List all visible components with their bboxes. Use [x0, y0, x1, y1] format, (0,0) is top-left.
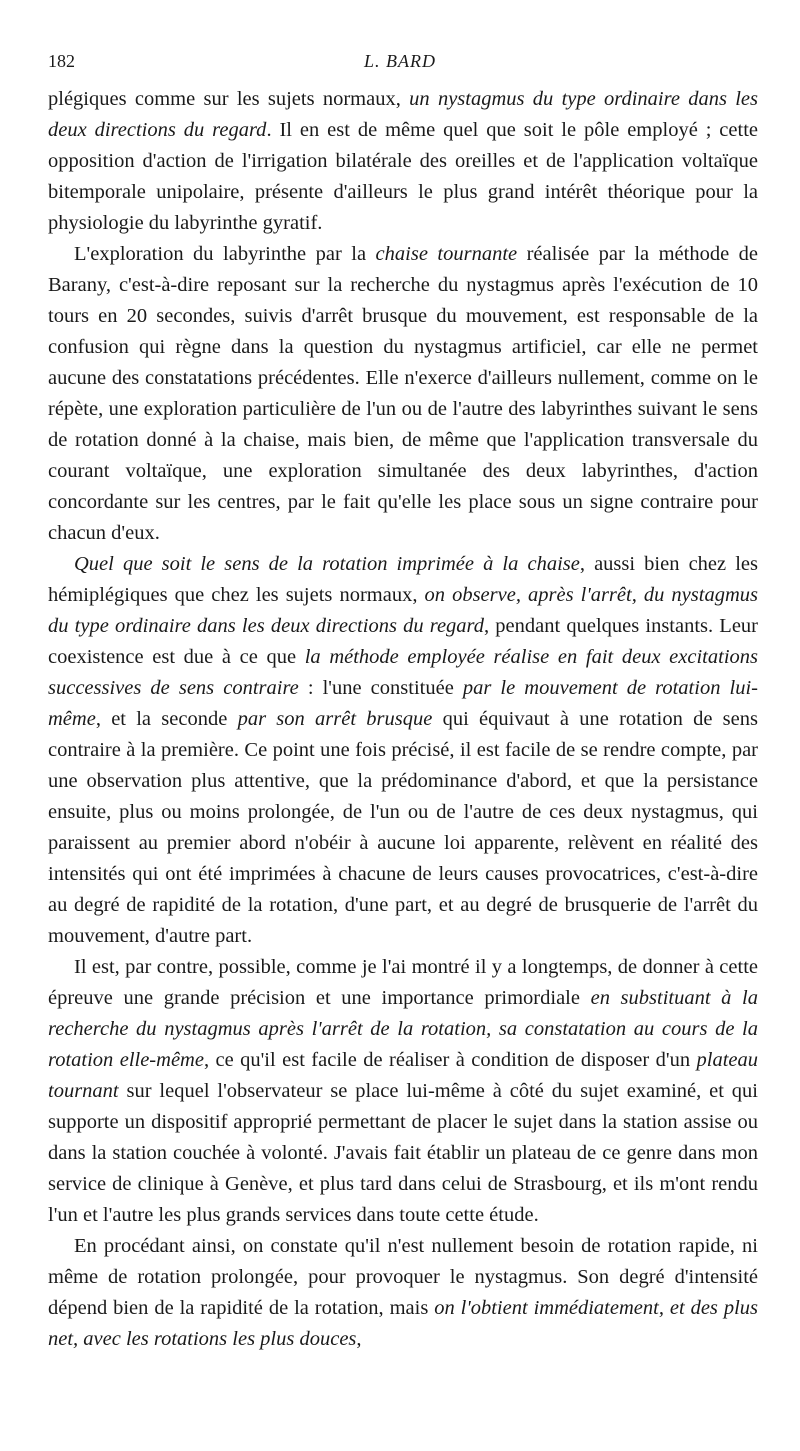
page-header	[48, 48, 752, 74]
italic-text-run: par son arrêt brusque	[237, 708, 433, 730]
text-run: , pendant quelques instants. Leur coexistence est due à ce que	[48, 615, 759, 668]
running-head: L. BARD	[364, 51, 436, 71]
text-run: , ce qu'il est facile de réaliser à condition de disposer d'un	[203, 1049, 697, 1071]
text-run: , aussi bien chez les hémiplégiques que chez les sujets normaux,	[48, 553, 758, 606]
text-run: L'exploration du labyrinthe par la	[74, 243, 376, 265]
italic-text-run: on l'obtient immédiatement, et des plus net, avec les rotations les plus douces	[48, 1297, 758, 1350]
italic-text-run: par le mouvement de rotation lui-même	[48, 677, 758, 730]
text-run: . Il en est de même quel que soit le pôle employé ; cette opposition d'action de l'irrigation bilatérale des oreilles et de l'application voltaïque bitemporale unipolaire, présente d'ailleurs le plus grand intérêt théorique pour la physiologie du labyrinthe gyratif.	[48, 119, 758, 234]
italic-text-run: un nystagmus du type ordinaire dans les deux directions du regard	[48, 88, 758, 141]
text-run: sur lequel l'observateur se place lui-même à côté du sujet examiné, et qui supporte un dispositif approprié permettant de placer le sujet dans la station assise ou dans la station couchée à volonté. J'avais fait établir un plateau de ce genre dans mon service de clinique à Genève, et plus tard dans celui de Strasbourg, et ils m'ont rendu l'un et l'autre les plus grands services dans toute cette étude.	[48, 1080, 758, 1226]
italic-text-run: en substituant à la recherche du nystagmus après l'arrêt de la rotation, sa constatation au cours de la rotation elle-même	[48, 987, 758, 1071]
italic-text-run: plateau tournant	[48, 1049, 759, 1102]
body-text	[48, 84, 758, 1355]
page-number: 182	[48, 51, 75, 71]
text-run: En procédant ainsi, on constate qu'il n'est nullement besoin de rotation rapide, ni même de rotation prolongée, pour provoquer le nystagmus. Son degré d'intensité dépend bien de la rapidité de la rotation, mais	[48, 1235, 758, 1319]
text-run: réalisée par la méthode de Barany, c'est-à-dire reposant sur la recherche du nystagmus après l'exécution de 10 tours en 20 secondes, suivis d'arrêt brusque du mouvement, est responsable de la confusion qui règne dans la question du nystagmus artificiel, car elle ne permet aucune des constatations précédentes. Elle n'exerce d'ailleurs nullement, comme on le répète, une exploration particulière de l'un ou de l'autre des labyrinthes suivant le sens de rotation donné à la chaise, mais bien, de même que l'application transversale du courant voltaïque, une exploration simultanée des deux labyrinthes, d'action concordante sur les centres, par le fait qu'elle les place sous un signe contraire pour chacun d'eux.	[48, 243, 759, 544]
text-run: : l'une constituée	[298, 677, 463, 699]
italic-text-run: on observe, après l'arrêt, du nystagmus du type ordinaire dans les deux directions du regard	[48, 584, 758, 637]
paragraph	[48, 952, 758, 1231]
paragraph	[48, 84, 758, 239]
text-run: qui équivaut à une rotation de sens contraire à la première. Ce point une fois précisé, il est facile de se rendre compte, par une observation plus attentive, que la prédominance d'abord, et que la persistance ensuite, plus ou moins prolongée, de l'un ou de l'autre de ces deux nystagmus, qui paraissent au premier abord n'obéir à aucune loi apparente, relèvent en réalité des intensités qui ont été imprimées à chacune de leurs causes provocatrices, c'est-à-dire au degré de rapidité de la rotation, d'une part, et au degré de brusquerie de l'arrêt du mouvement, d'autre part.	[48, 708, 758, 947]
text-run: plégiques comme sur les sujets normaux,	[48, 88, 410, 110]
paragraph	[48, 1231, 758, 1355]
italic-text-run: la méthode employée réalise en fait deux excitations successives de sens contraire	[48, 646, 758, 699]
italic-text-run: Quel que soit le sens de la rotation imprimée à la chaise	[74, 553, 580, 575]
text-run: , et la seconde	[95, 708, 238, 730]
paragraph	[48, 549, 758, 952]
text-run: ,	[356, 1328, 362, 1350]
italic-text-run: chaise tournante	[375, 243, 518, 265]
paragraph	[48, 239, 758, 549]
text-run: Il est, par contre, possible, comme je l'ai montré il y a longtemps, de donner à cette épreuve une grande précision et une importance primordiale	[48, 956, 758, 1009]
